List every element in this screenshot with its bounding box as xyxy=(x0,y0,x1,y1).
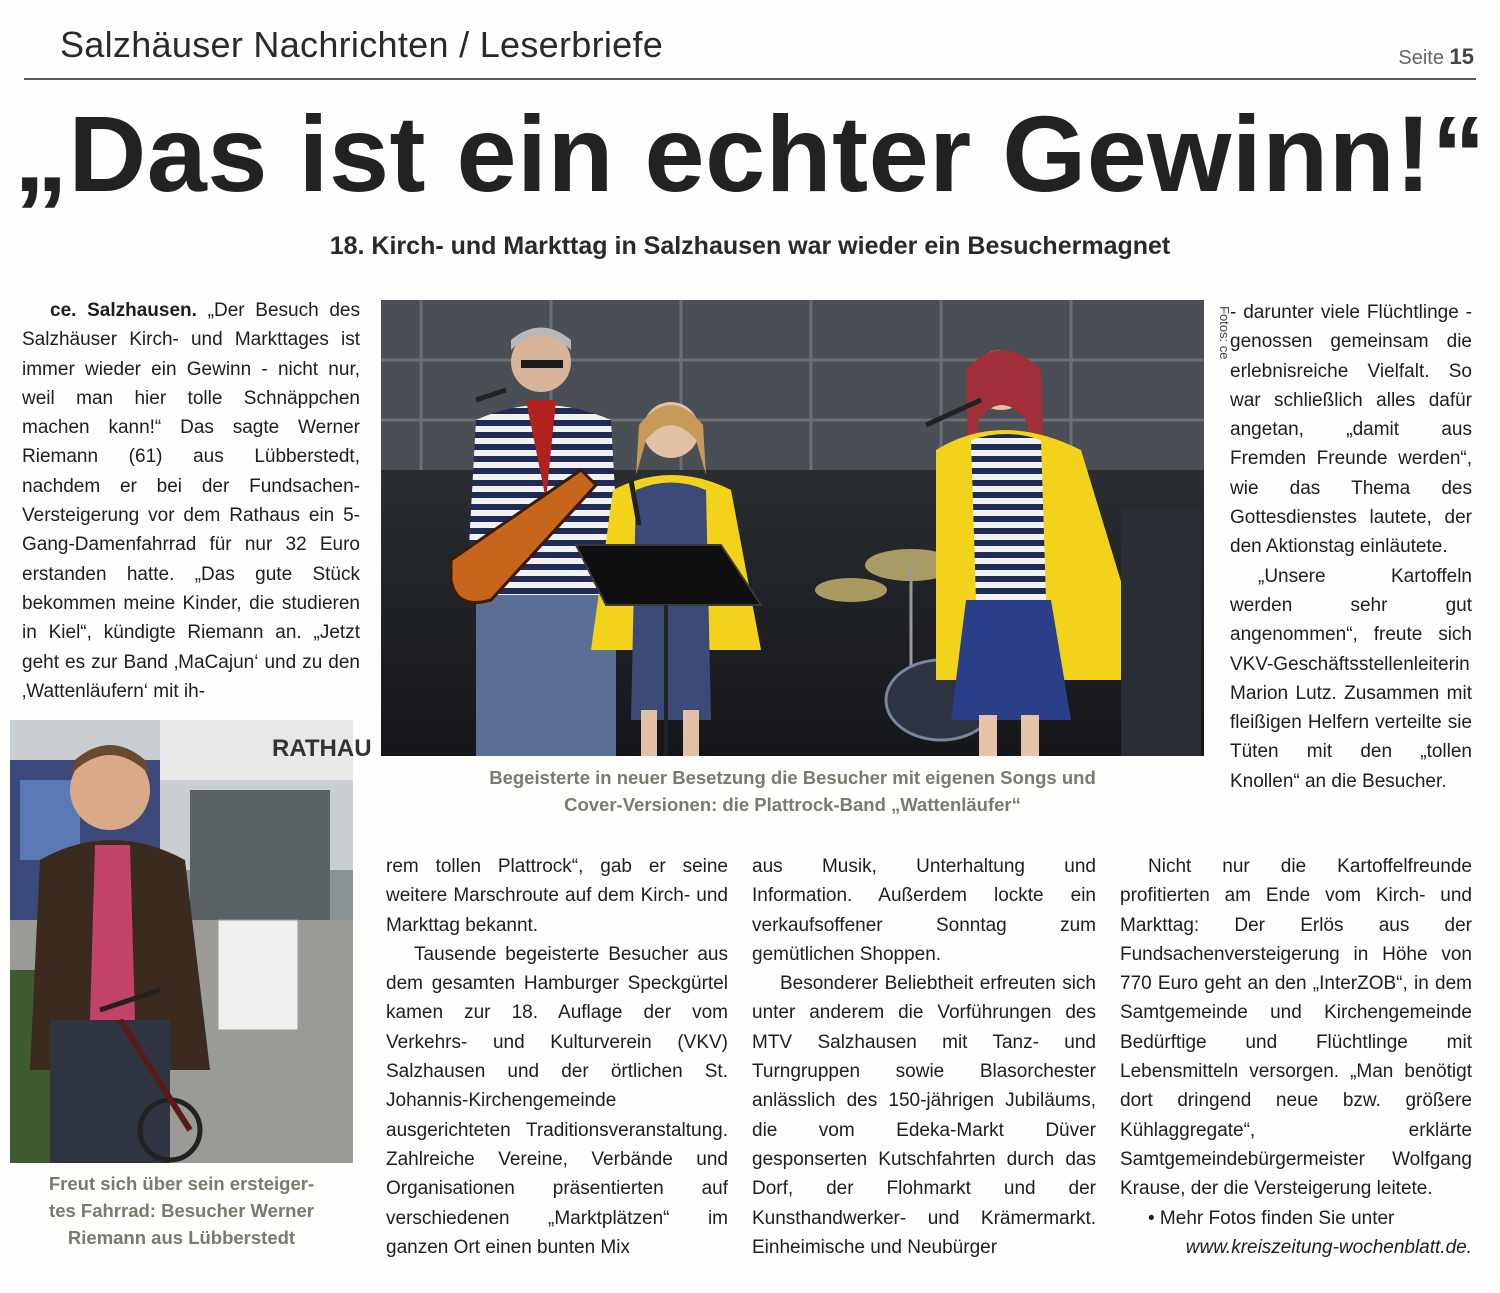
band-photo xyxy=(381,300,1204,756)
article-column-4-top xyxy=(1230,298,1472,856)
band-caption-line-1: Begeisterte in neuer Besetzung die Besucher mit eigenen Songs und xyxy=(489,767,1096,788)
rathaus-sign: RATHAU xyxy=(272,735,372,762)
page-number-value: 15 xyxy=(1449,44,1474,69)
visitor-caption-line-1: Freut sich über sein ersteiger- xyxy=(48,1173,315,1194)
more-photos-note: • Mehr Fotos finden Sie unter xyxy=(1148,1207,1395,1229)
band-photo-image xyxy=(381,300,1204,756)
band-caption-line-2: Cover-Versionen: die Plattrock-Band „Wattenläufer“ xyxy=(564,794,1021,815)
website-link[interactable]: www.kreiszeitung-wochenblatt.de. xyxy=(1185,1236,1472,1258)
col2-paragraph-1: rem tollen Plattrock“, gab er seine weitere Marschroute auf dem Kirch- und Markttag bekannt. xyxy=(386,856,728,936)
section-title: Salzhäuser Nachrichten / Leserbriefe xyxy=(60,24,664,65)
article-column-3 xyxy=(752,852,1096,1264)
headline: „Das ist ein echter Gewinn!“ xyxy=(13,93,1487,214)
visitor-caption-line-2: tes Fahrrad: Besucher Werner xyxy=(49,1200,314,1221)
col4-paragraph-2: „Unsere Kartoffeln werden sehr gut angenommen“, freute sich VKV-Geschäftsstellenleiterin Marion Lutz. Zusammen mit fleißigen Helfern verteilte sie Tüten mit den „tollen Knollen“ an die Besucher. xyxy=(1230,565,1472,792)
col4-paragraph-1: - darunter viele Flüchtlinge - genossen gemeinsam die erlebnisreiche Vielfalt. So war schließlich alles dafür angetan, „damit aus Fremden Freunde werden“, wie das Thema des Gottesdienstes lautete, der den Aktionstag einläutete. xyxy=(1230,302,1472,558)
subheadline: 18. Kirch- und Markttag in Salzhausen war wieder ein Besuchermagnet xyxy=(329,232,1171,260)
article-column-2 xyxy=(386,852,728,1264)
col3-paragraph-1: aus Musik, Unterhaltung und Information. Außerdem lockte ein verkaufsoffener Sonntag zum gemütlichen Shoppen. xyxy=(752,856,1096,965)
visitor-photo xyxy=(10,720,372,1163)
visitor-caption-line-3: Riemann aus Lübberstedt xyxy=(67,1227,296,1248)
visitor-photo-caption xyxy=(10,1170,353,1251)
dateline: ce. Salzhausen. xyxy=(50,300,197,321)
col4-paragraph-3: Nicht nur die Kartoffelfreunde profitierten am Ende vom Kirch- und Markttag: Der Erlös aus der Fundsachenversteigerung in Höhe von 770 Euro geht an den „InterZOB“, in dem Samtgemeinde und Kirchengemeinde Bedürftige und Flüchtlinge mit Lebensmitteln versorgen. „Man benötigt dort dringend neue bzw. größere Kühlaggregate“, erklärte Samtgemeindebürgermeister Wolfgang Krause, der die Versteigerung leitete. xyxy=(1120,856,1472,1200)
article-column-4-bottom xyxy=(1120,852,1472,1264)
header-rule xyxy=(24,78,1476,80)
page-label: Seite xyxy=(1398,47,1444,69)
col3-paragraph-2: Besonderer Beliebtheit erfreuten sich unter anderem die Vorführungen des MTV Salzhausen mit Tanz- und Turngruppen sowie Blasorchester anlässlich des 150-jährigen Jubiläums, die vom Edeka-Markt Düver gesponserten Kutschfahrten durch das Dorf, der Flohmarkt und der Kunsthandwerker- und Krämermarkt. Einheimische und Neubürger xyxy=(752,973,1096,1258)
page-number xyxy=(1398,44,1474,70)
article-column-1 xyxy=(22,296,360,708)
col2-paragraph-2: Tausende begeisterte Besucher aus dem gesamten Hamburger Speckgürtel kamen zur 18. Auflage der vom Verkehrs- und Kulturverein (VKV) Salzhausen und der örtlichen St. Johannis-Kirchengemeinde ausgerichteten Traditionsveranstaltung. Zahlreiche Vereine, Verbände und Organisationen präsentierten auf verschiedenen „Marktplätzen“ im ganzen Ort einen bunten Mix xyxy=(386,943,728,1258)
photo-credit: Fotos: ce xyxy=(1217,306,1232,360)
band-photo-caption xyxy=(381,764,1204,818)
col1-text: „Der Besuch des Salzhäuser Kirch- und Markttages ist immer wieder ein Gewinn - nicht nur, weil man hier tolle Schnäppchen machen kann!“ Das sagte Werner Riemann (61) aus Lübberstedt, nachdem er bei der Fundsachen-Versteigerung vor dem Rathaus ein 5-Gang-Damenfahrrad für nur 32 Euro erstanden hatte. „Das gute Stück bekommen meine Kinder, die studieren in Kiel“, kündigte Riemann an. „Jetzt geht es zur Band ‚MaCajun‘ und zu den ‚Wattenläufern‘ mit ih- xyxy=(22,300,360,702)
visitor-photo-image xyxy=(10,720,372,1163)
